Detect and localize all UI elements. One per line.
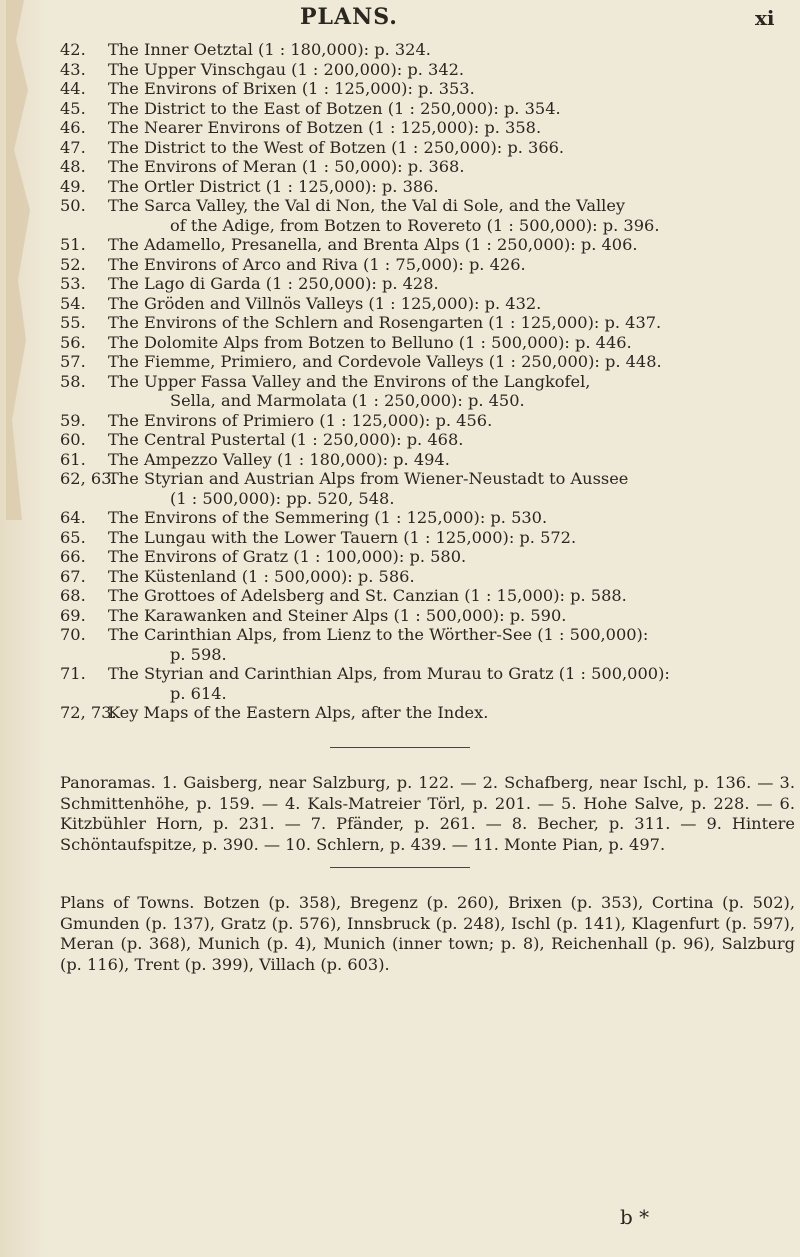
entry-text: The Environs of Primiero (1 : 125,000): p. 456. xyxy=(108,410,493,430)
map-entry xyxy=(60,625,790,645)
entry-number: 48. xyxy=(60,157,86,176)
divider-panoramas xyxy=(330,747,470,748)
map-entry xyxy=(60,274,790,294)
panoramas-paragraph: Panoramas. 1. Gaisberg, near Salzburg, p. 122. — 2. Schafberg, near Ischl, p. 136. — 3. Schmittenhöhe, p. 159. — 4. Kals-Matreier Törl, p. 201. — 5. Hohe Salve, p. 228. — 6. Kitzbühler Horn, p. 231. — 7. Pfänder, p. 261. — 8. Becher, p. 311. — 9. Hintere Schöntaufspitze, p. 390. — 10. Schlern, p. 439. — 11. Monte Pian, p. 497. xyxy=(60,773,795,854)
map-entry xyxy=(60,372,790,392)
entry-number: 54. xyxy=(60,293,86,313)
entry-text: The Environs of the Schlern and Rosengarten (1 : 125,000): p. 437. xyxy=(108,313,662,332)
entry-number: 66. xyxy=(60,547,86,566)
map-entry xyxy=(60,528,790,548)
entry-text: The Adamello, Presanella, and Brenta Alps (1 : 250,000): p. 406. xyxy=(108,235,638,254)
entry-text: The Environs of Meran (1 : 50,000): p. 368. xyxy=(108,157,465,176)
entry-text: The Ampezzo Valley (1 : 180,000): p. 494. xyxy=(108,449,450,469)
entry-number: 59. xyxy=(60,410,86,430)
entry-text: The Carinthian Alps, from Lienz to the Wörther-See (1 : 500,000): xyxy=(108,625,649,644)
entry-number: 65. xyxy=(60,527,86,547)
entry-number: 46. xyxy=(60,118,86,137)
running-title: PLANS. xyxy=(300,4,398,30)
plans-of-towns-paragraph: Plans of Towns. Botzen (p. 358), Bregenz (p. 260), Brixen (p. 353), Cortina (p. 502), Gmunden (p. 137), Gratz (p. 576), Innsbruck (p. 248), Ischl (p. 141), Klagenfurt (p. 597), Meran (p. 368), Munich (p. 4), Munich (inner town; p. 8), Reichenhall (p. 96), Salzburg (p. 116), Trent (p. 399), Villach (p. 603). xyxy=(60,893,795,974)
map-entry xyxy=(60,196,790,216)
entry-text: The Styrian and Austrian Alps from Wiener-Neustadt to Aussee xyxy=(108,469,629,488)
map-entry xyxy=(60,157,790,177)
entry-text: The Ortler District (1 : 125,000): p. 386. xyxy=(108,176,439,196)
entry-number: 42. xyxy=(60,40,86,59)
map-entry xyxy=(60,235,790,255)
entry-continuation: (1 : 500,000): pp. 520, 548. xyxy=(170,488,395,508)
entry-text: The Nearer Environs of Botzen (1 : 125,000): p. 358. xyxy=(108,118,542,137)
entry-text: The Karawanken and Steiner Alps (1 : 500,000): p. 590. xyxy=(108,605,567,625)
entry-number: 71. xyxy=(60,664,86,683)
signature-mark: b * xyxy=(620,1205,650,1229)
entry-text: The District to the East of Botzen (1 : 250,000): p. 354. xyxy=(108,98,561,118)
map-entry xyxy=(60,118,790,138)
map-entry xyxy=(60,567,790,587)
entry-number: 61. xyxy=(60,449,86,469)
map-list xyxy=(60,40,790,723)
entry-text: The District to the West of Botzen (1 : 250,000): p. 366. xyxy=(108,137,565,157)
map-entry xyxy=(60,99,790,119)
entry-text: The Gröden and Villnös Valleys (1 : 125,000): p. 432. xyxy=(108,293,542,313)
entry-continuation: Sella, and Marmolata (1 : 250,000): p. 450. xyxy=(170,391,525,410)
map-entry xyxy=(60,352,790,372)
entry-text: The Sarca Valley, the Val di Non, the Val di Sole, and the Valley xyxy=(108,196,626,215)
entry-number: 72, 73. xyxy=(60,703,117,722)
entry-number: 52. xyxy=(60,254,86,274)
entry-number: 70. xyxy=(60,625,86,644)
entry-number: 68. xyxy=(60,586,86,605)
entry-text: The Environs of the Semmering (1 : 125,000): p. 530. xyxy=(108,508,548,527)
map-entry xyxy=(60,469,790,489)
map-entry xyxy=(60,60,790,80)
entry-text: The Lungau with the Lower Tauern (1 : 125,000): p. 572. xyxy=(108,527,577,547)
entry-continuation: of the Adige, from Botzen to Rovereto (1 : 500,000): p. 396. xyxy=(170,215,660,235)
map-entry xyxy=(60,333,790,353)
entry-number: 67. xyxy=(60,566,86,586)
entry-text: The Central Pustertal (1 : 250,000): p. 468. xyxy=(108,430,464,449)
entry-text: The Dolomite Alps from Botzen to Belluno (1 : 500,000): p. 446. xyxy=(108,332,632,352)
entry-text: The Fiemme, Primiero, and Cordevole Valleys (1 : 250,000): p. 448. xyxy=(108,352,662,371)
entry-number: 57. xyxy=(60,352,86,371)
entry-number: 49. xyxy=(60,176,86,196)
entry-text: The Environs of Gratz (1 : 100,000): p. 580. xyxy=(108,547,467,566)
entry-number: 43. xyxy=(60,59,86,79)
entry-continuation: p. 614. xyxy=(170,683,227,703)
entry-text: The Grottoes of Adelsberg and St. Canzian (1 : 15,000): p. 588. xyxy=(108,586,627,605)
entry-text: The Environs of Brixen (1 : 125,000): p. 353. xyxy=(108,79,475,98)
map-entry xyxy=(60,40,790,60)
page-number: xi xyxy=(755,6,775,30)
entry-number: 47. xyxy=(60,137,86,157)
entry-number: 50. xyxy=(60,196,86,215)
map-entry xyxy=(60,255,790,275)
map-entry xyxy=(60,586,790,606)
entry-text: The Upper Fassa Valley and the Environs of the Langkofel, xyxy=(108,371,591,391)
map-entry xyxy=(60,450,790,470)
map-entry xyxy=(60,294,790,314)
entry-number: 69. xyxy=(60,605,86,625)
map-entry xyxy=(60,430,790,450)
entry-text: The Lago di Garda (1 : 250,000): p. 428. xyxy=(108,274,439,293)
entry-number: 64. xyxy=(60,508,86,527)
entry-text: The Styrian and Carinthian Alps, from Murau to Gratz (1 : 500,000): xyxy=(108,664,670,683)
map-entry xyxy=(60,138,790,158)
map-entry xyxy=(60,313,790,333)
map-entry xyxy=(60,508,790,528)
entry-text: The Upper Vinschgau (1 : 200,000): p. 342. xyxy=(108,59,465,79)
torn-edge-icon xyxy=(6,0,46,520)
map-entry xyxy=(60,79,790,99)
map-entry xyxy=(60,664,790,684)
map-entry xyxy=(60,703,790,723)
entry-number: 56. xyxy=(60,332,86,352)
entry-text: The Küstenland (1 : 500,000): p. 586. xyxy=(108,566,415,586)
entry-number: 53. xyxy=(60,274,86,293)
entry-continuation: p. 598. xyxy=(170,644,227,664)
entry-number: 44. xyxy=(60,79,86,98)
divider-plans xyxy=(330,867,470,868)
map-entry xyxy=(60,547,790,567)
map-entry xyxy=(60,177,790,197)
entry-number: 58. xyxy=(60,371,86,391)
map-entry xyxy=(60,411,790,431)
entry-text: Key Maps of the Eastern Alps, after the Index. xyxy=(108,703,489,722)
entry-number: 62, 63. xyxy=(60,469,117,488)
entry-number: 55. xyxy=(60,313,86,332)
entry-number: 51. xyxy=(60,235,86,254)
page-header xyxy=(0,2,800,32)
map-entry xyxy=(60,606,790,626)
entry-text: The Inner Oetztal (1 : 180,000): p. 324. xyxy=(108,40,431,59)
entry-number: 60. xyxy=(60,430,86,449)
entry-text: The Environs of Arco and Riva (1 : 75,000): p. 426. xyxy=(108,254,526,274)
entry-number: 45. xyxy=(60,98,86,118)
